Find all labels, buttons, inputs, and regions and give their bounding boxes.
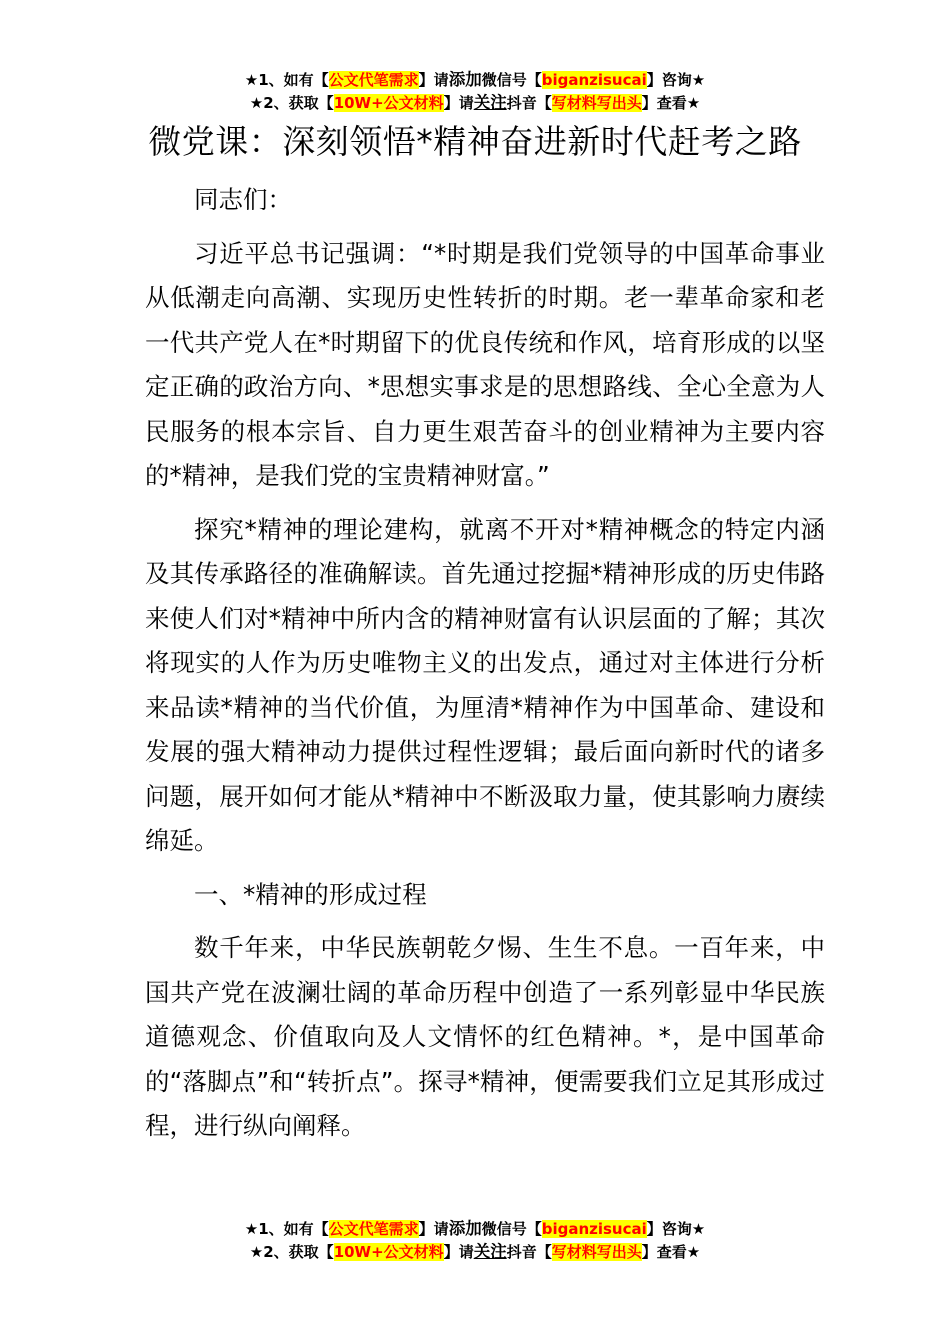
promo-emphasis: 添加	[448, 1219, 482, 1238]
promo-highlight: 公文代笔需求	[328, 1220, 419, 1238]
promo-text: 】查看★	[641, 1243, 701, 1261]
promo-highlight: 10W+公文材料	[333, 94, 444, 112]
paragraph: 习近平总书记强调：“*时期是我们党领导的中国革命事业从低潮走向高潮、实现历史性转折的时期。老一辈革命家和老一代共产党人在*时期留下的优良传统和作风，培育形成的以坚定正确的政治方向、*思想实事求是的思想路线、全心全意为人民服务的根本宗旨、自力更生艰苦奋斗的创业精神为主要内容的*精神，是我们党的宝贵精神财富。”	[145, 238, 825, 490]
promo-text: ★1、如有【	[244, 1220, 329, 1238]
promo-text: ★2、获取【	[249, 94, 334, 112]
promo-text: 微信号【	[481, 1220, 542, 1238]
promo-text: 抖音【	[506, 1243, 552, 1261]
promo-douyin-id: 写材料写出头	[551, 1243, 642, 1261]
promo-text: 微信号【	[481, 71, 542, 89]
promo-text: ★1、如有【	[244, 71, 329, 89]
document-title: 微党课：深刻领悟*精神奋进新时代赶考之路	[148, 122, 802, 161]
promo-wechat-id: biganzisucai	[541, 1220, 647, 1238]
paragraph: 探究*精神的理论建构，就离不开对*精神概念的特定内涵及其传承路径的准确解读。首先通过挖掘*精神形成的历史伟路来使人们对*精神中所内含的精神财富有认识层面的了解；其次将现实的人作为历史唯物主义的出发点，通过对主体进行分析来品读*精神的当代价值，为厘清*精神作为中国革命、建设和发展的强大精神动力提供过程性逻辑；最后面向新时代的诸多问题，展开如何才能从*精神中不断汲取力量，使其影响力赓续绵延。	[145, 514, 825, 855]
promo-wechat-id: biganzisucai	[541, 71, 647, 89]
promo-text: 】请	[443, 94, 474, 112]
bottom-promo-banner	[0, 1219, 950, 1265]
greeting: 同志们：	[194, 185, 292, 214]
promo-text: 】请	[418, 71, 449, 89]
promo-emphasis: 添加	[448, 70, 482, 89]
promo-text: 】请	[418, 1220, 449, 1238]
promo-text: ★2、获取【	[249, 1243, 334, 1261]
document-body	[145, 178, 825, 1158]
promo-text: 】咨询★	[646, 71, 706, 89]
promo-text: 抖音【	[506, 94, 552, 112]
section-heading: 一、*精神的形成过程	[194, 879, 427, 909]
promo-text: 】咨询★	[646, 1220, 706, 1238]
promo-emphasis: 关注	[473, 93, 507, 112]
promo-text: 】查看★	[641, 94, 701, 112]
promo-line-2	[0, 93, 950, 116]
promo-line-1	[0, 1219, 950, 1242]
promo-highlight: 10W+公文材料	[333, 1243, 444, 1261]
promo-line-1	[0, 70, 950, 93]
promo-line-2	[0, 1242, 950, 1265]
promo-douyin-id: 写材料写出头	[551, 94, 642, 112]
paragraph: 数千年来，中华民族朝乾夕惕、生生不息。一百年来，中国共产党在波澜壮阔的革命历程中创造了一系列彰显中华民族道德观念、价值取向及人文情怀的红色精神。*，是中国革命的“落脚点”和“转折点”。探寻*精神，便需要我们立足其形成过程，进行纵向阐释。	[145, 933, 825, 1140]
promo-text: 】请	[443, 1243, 474, 1261]
promo-emphasis: 关注	[473, 1242, 507, 1261]
top-promo-banner	[0, 70, 950, 116]
promo-highlight: 公文代笔需求	[328, 71, 419, 89]
